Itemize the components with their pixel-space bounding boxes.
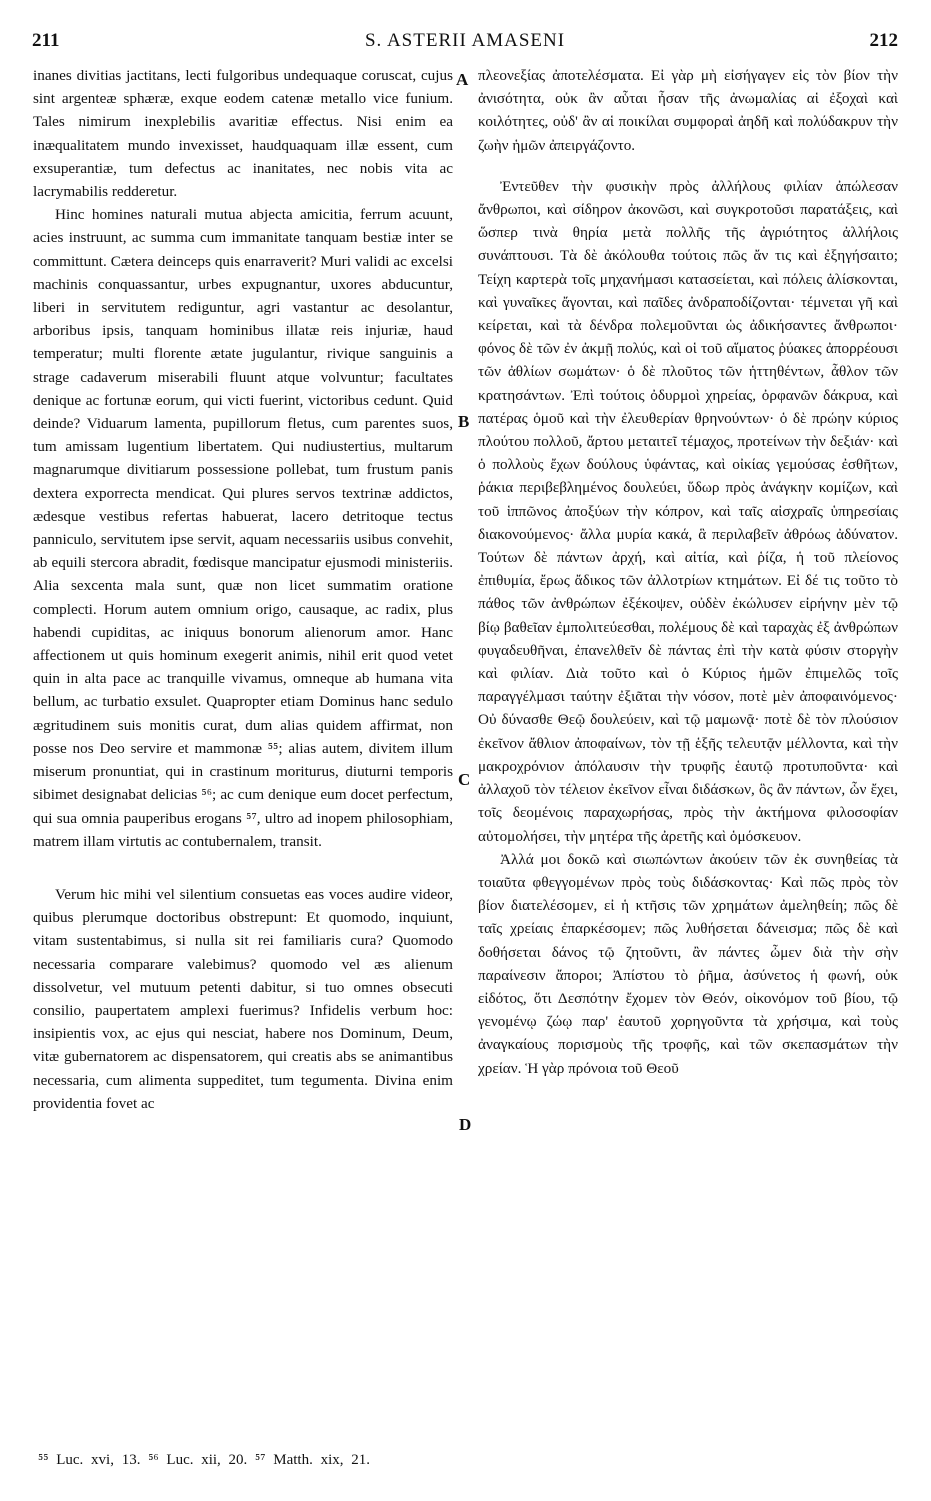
- margin-letter-d: D: [459, 1115, 472, 1134]
- left-page-number: 211: [32, 30, 60, 51]
- greek-paragraph-2: Ἐντεῦθεν τὴν φυσικὴν πρὸς ἀλλήλους φιλίαν ἀπώλεσαν ἄνθρωποι, καὶ σίδηρον ἀκονῶσι, καὶ συγκροτοῦσι παρατάξεις, καὶ ὥσπερ τινὰ θηρία μετὰ πολλῆς τῆς ἀγριότητος ἀλλήλοις συνάπτουσι. Τὰ δὲ ἀκόλουθα τούτοις πῶς ἄν τις καὶ ἐξηγήσαιτο; Τείχη καρτερὰ τοῖς μηχανήμασι κατασείεται, καὶ πόλεις ἁλίσκονται, καὶ γυναῖκες ἄγονται, καὶ παῖδες ἀνδραποδίζονται· τέμνεται γῆ καὶ κείρεται, καὶ τὰ δένδρα πολεμοῦνται ὡς ἀδικήσαντες ἄνθρωποι· φόνος δὲ τῶν ἐν ἀκμῇ πολύς, καὶ οἱ τοῦ αἵματος ῥύακες ἀπορρέουσι τῶν ἀθλίων σωμάτων· ὁ δὲ πλοῦτος τῶν ἡττηθέντων, ἆθλον τῶν κρατησάντων. Ἐπὶ τούτοις ὀδυρμοὶ χηρείας, ὀρφανῶν δάκρυα, καὶ πατέρας ὁμοῦ καὶ τὴν ἐλευθερίαν θρηνούντων· ὁ δὲ πρώην κύριος πλούτου πολλοῦ, ἄρτου μεταιτεῖ τέμαχος, προτείνων τὴν δεξιάν· καὶ ὁ πολλοὺς ἔχων δούλους ὑφάντας, καὶ οἰκίας γεμούσας ἐσθῆτων, ῥάκια περιβεβλημένος δουλεύει, ὕδωρ πρὸς ἀνάγκην κομίζων, καὶ τοῦ ἱππῶνος ἀποξύων τὴν κόπρον, καὶ ταῖς αἰσχραῖς ὑπηρεσίαις διακονούμενος· ἄλλα μυρία κακά, ἃ περιλαβεῖν ἀθρόως ἀδύνατον. Τούτων δὲ πάντων ἀρχή, καὶ αἰτία, καὶ ῥίζα, ἡ τοῦ πλείονος ἐπιθυμία, ἔρως ἄδικος τῶν ἀλλοτρίων κτημάτων. Εἰ δέ τις τοῦτο τὸ πάθος τῶν ἀνθρώπων ἐξέκοψεν, οὐδὲν ἐκώλυσεν εἰρήνην μὲν τῷ βίῳ βαθεῖαν ἐμπολιτεύεσθαι, πολέμους δὲ καὶ ταραχὰς ἐξ ἀνθρώπων φυγαδευθῆναι, ἐπανελθεῖν δὲ πάντας ἐπὶ τὴν κατὰ φύσιν στοργὴν καὶ φιλίαν. Διὰ τοῦτο καὶ ὁ Κύριος ἡμῶν ἐπιμελῶς τοῖς παραγγέλμασι ταύτην ἐξιᾶται τὴν νόσον, ποτὲ μὲν ἀποφαινόμενος· Οὐ δύνασθε Θεῷ δουλεύειν, καὶ τῷ μαμωνᾷ· ποτὲ δὲ τὸν πλούσιον ἐκεῖνον ἄθλιον ἀποφαίνων, τὸν τῇ ἑξῆς τελευτᾷν μέλλοντα, καὶ τὴν μακροχρόνιον ἀπόλαυσιν τὴν τρυφῆς ἑαυτῷ προτυποῦντα· καὶ ἀλλαχοῦ τὸν τέλειον ἐκεῖνον εἶναι διδάσκων, ὃς ἂν πάντων, ὧν ἔχει, τοῖς δεομένοις παραχωρήσας, πρὸς τὴν ἀκτήμονα φιλοσοφίαν αὐτομολήσει, τὴν μητέρα τῆς ἀρετῆς καὶ ὁμόσκευον.: [478, 177, 898, 845]
- page-header: [32, 30, 898, 58]
- greek-paragraph-3: Ἀλλά μοι δοκῶ καὶ σιωπώντων ἀκούειν τῶν ἐκ συνηθείας τὰ τοιαῦτα φθεγγομένων πρὸς τοὺς διδάσκοντας· Καὶ πῶς πρὸς τὸν βίον διατελέσομεν, εἰ ἡ κτῆσις τῶν χρημάτων ἀμεληθείη; πῶς δὲ ταῖς χρείαις ἐπαρκέσομεν; πῶς λυθήσεται δάνεισμα; πῶς δὲ καὶ δοθήσεται δάνος τῷ ζητοῦντι, ἂν πάντες ὦμεν διὰ τὴν σὴν παραίνεσιν ἄποροι; Ἀπίστου τὸ ῥῆμα, ἀσύνετος ἡ φωνή, οὐκ εἰδότος, ὅτι Δεσπότην ἔχομεν τὸν Θεόν, οἰκονόμον τοῦ βίου, τῷ γενομένῳ ζώῳ παρ' ἑαυτοῦ χορηγοῦντα τὰ χρήσιμα, καὶ τοὺς ἀναγκαίους πορισμοὺς τῆς τροφῆς, καὶ τῶν σκεπασμάτων τὴν χρείαν. Ἡ γὰρ πρόνοια τοῦ Θεοῦ: [478, 850, 898, 1077]
- latin-paragraph-2: Hinc homines naturali mutua abjecta amicitia, ferrum acuunt, acies instruunt, ac summa cum immanitate tanquam bestiæ inter se committunt. Cætera deinceps quis enarraverit? Muri validi ac excelsi machinis conquassantur, urbes expugnantur, uxores abducuntur, liberi in servitutem rediguntur, agri vastantur ac desolantur, arboribus ipsis, tanquam hominibus illatæ reis injuriæ, haud temperatur; multi florente ætate jugulantur, rivique sanguinis a strage cadaverum miserabili fluunt atque volvuntur; facultates denique ac fortunæ eorum, qui victi fuerint, victoribus cedunt. Quid deinde? Viduarum lamenta, pupillorum fletus, cum parentes suos, tum amissam lugentium libertatem. Qui nudiustertius, multarum magnarumque divitiarum possessione pollebat, tum frustum panis dextera exporrecta mendicat. Qui plures servos textrinæ addictos, ædesque vestibus refertas habuerat, lacero detritoque tectus panniculo, servitutem ipse servit, aquam necessariis usibus convehit, ab equili stercora abradit, fœdisque mancipatur ejusmodi ministeriis. Alia sexcenta mala sunt, quæ non licet summatim oratione complecti. Horum autem omnium origo, causaque, ac radix, plus habendi cupiditas, ac iniquus bonorum alienorum amor. Hanc affectionem ut quis hominum exegerit animis, nihil erit quod vetet quin in alta pace ac tranquille vivamus, omneque ab humana vita bellum, ac turbatio exsulet. Quapropter etiam Dominus hanc sedulo ægritudinem suis monitis curat, dum alias quidem affirmat, non posse nos Deo servire et mammonæ ⁵⁵; alias autem, divitem illum miserum pronuntiat, qui in crastinum moriturus, diuturni temporis sibimet designabat delicias ⁵⁶; ac cum denique eum docet perfectum, qui sua omnia pauperibus erogans ⁵⁷, ultro ad inopem philosophiam, matrem illam virtutis ac contubernalem, transit.: [33, 206, 453, 850]
- margin-letter-c: C: [458, 770, 471, 789]
- latin-paragraph-1: inanes divitias jactitans, lecti fulgoribus undequaque coruscat, cujus sint argenteæ sphæræ, exque eodem catenæ metallo vice funium. Tales nimirum inexplebilis avaritiæ effectus. Nisi enim ea inæqualitatem mundo invexisset, haudquaquam illæ essent, cum exsuperantiæ, tum defectus ac inanitates, nec nobis vita ac lacrymabilis redderetur.: [33, 67, 453, 201]
- footnotes: ⁵⁵ Luc. xvi, 13. ⁵⁶ Luc. xii, 20. ⁵⁷ Matth. xix, 21.: [38, 1452, 371, 1468]
- right-page-number: 212: [869, 30, 898, 51]
- greek-column: [478, 64, 898, 1080]
- margin-letter-b: B: [458, 412, 470, 431]
- latin-column: [33, 64, 453, 1115]
- latin-paragraph-3: Verum hic mihi vel silentium consuetas eas voces audire videor, quibus plerumque doctoribus obstrepunt: Et quomodo, inquiunt, vitam sustentabimus, si nulla sit rei familiaris cura? Quomodo necessaria comparare valebimus? quomodo vel æs alienum dissolvetur, vel mutuum petenti dabitur, si tuo omnes obsecuti consilio, paupertatem amplexi fuerimus? Infidelis verbum hoc: insipientis vox, ac ejus qui nesciat, habere nos Dominum, Deum, vitæ gubernatorem ac dispensatorem, qui creatis abs se animantibus necessaria, cum alimenta suppeditet, tum tegumenta. Divina enim providentia fovet ac: [33, 885, 453, 1112]
- greek-paragraph-1: πλεονεξίας ἀποτελέσματα. Εἰ γὰρ μὴ εἰσήγαγεν εἰς τὸν βίον τὴν ἀνισότητα, οὐκ ἂν αὗται ἦσαν τῆς ἀνωμαλίας αἱ ἐξοχαὶ καὶ κοιλότητες, οὐδ' ἂν αἱ ποικίλαι συμφοραὶ ἀηδῆ καὶ πολύδακρυν τὴν ζωὴν ἡμῶν ἀπειργάζοντο.: [478, 67, 898, 154]
- running-title: S. ASTERII AMASENI: [364, 30, 566, 51]
- margin-letter-a: A: [456, 70, 469, 89]
